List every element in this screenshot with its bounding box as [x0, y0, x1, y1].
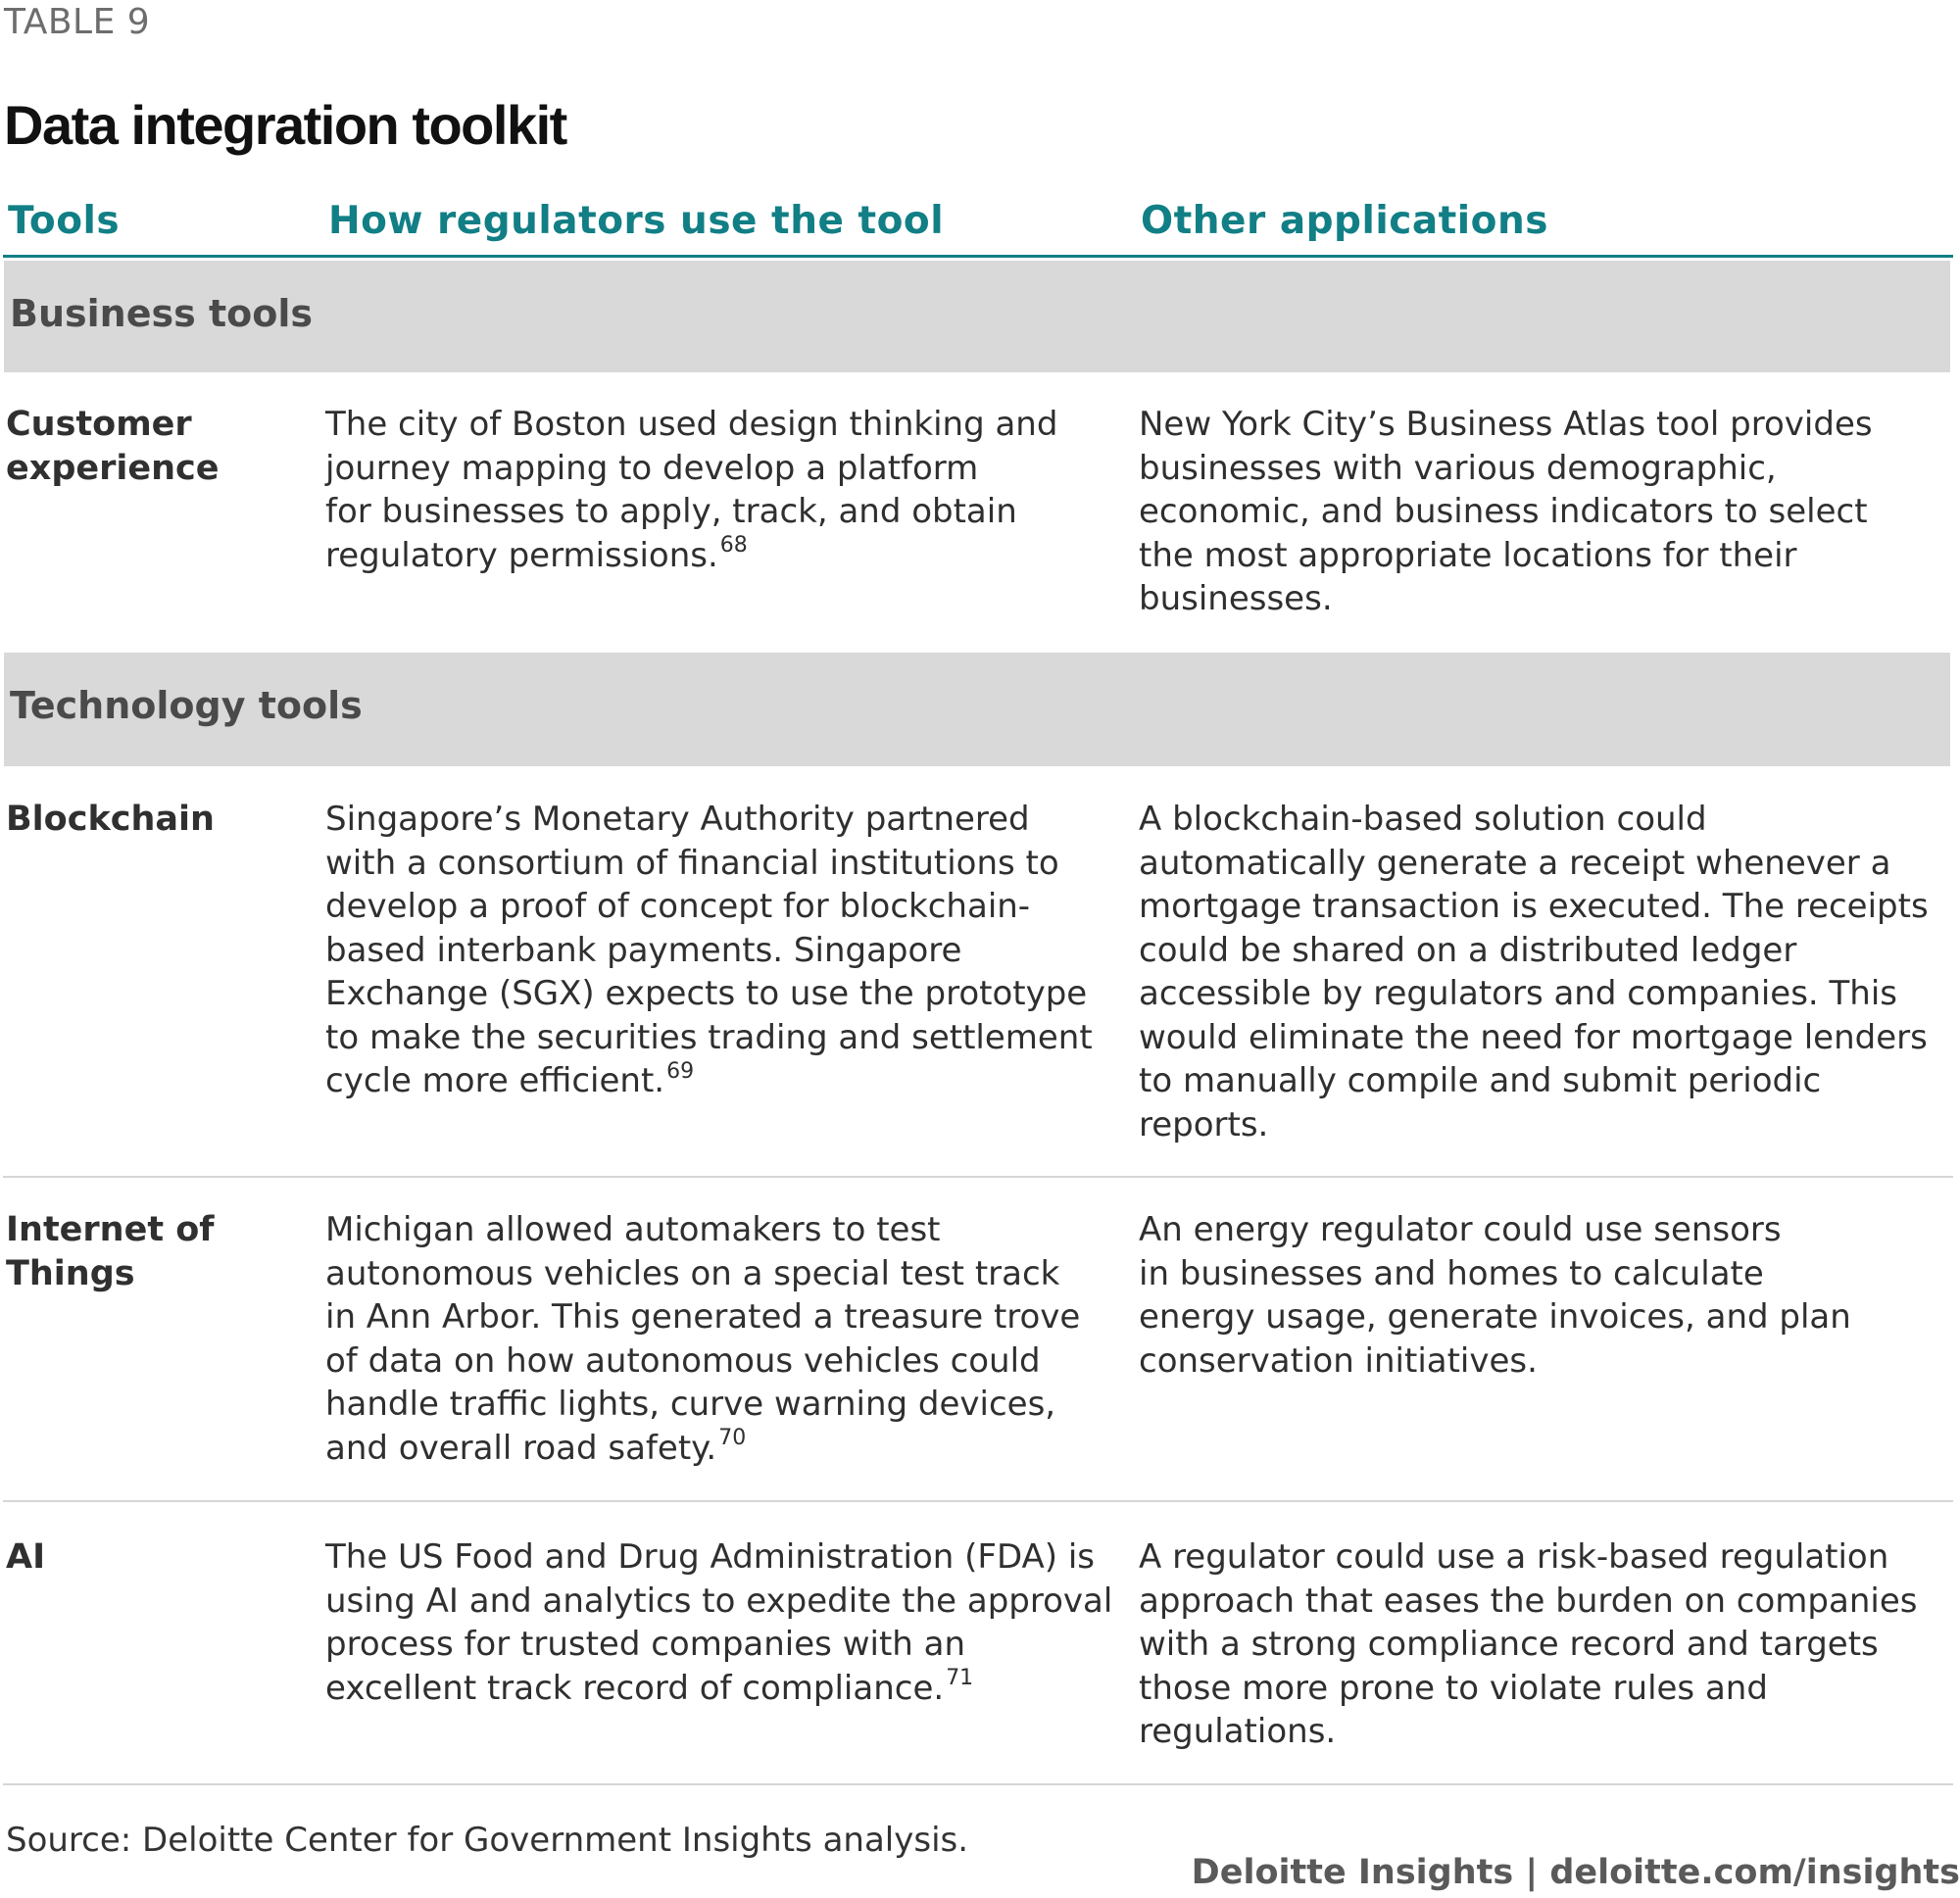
regulator-use-text: The city of Boston used design thinking and journey mapping to develop a platform for businesses to apply, track, and obtain regulatory permissions.$^{68}$: [325, 405, 1058, 575]
footnote-ref: 71: [946, 1666, 974, 1691]
section-band-business-tools: [4, 261, 1950, 372]
tool-name: AI: [6, 1537, 46, 1577]
footnote-ref: 70: [718, 1426, 747, 1451]
publisher-credit: Deloitte Insights | deloitte.com/insights: [1191, 1853, 1960, 1892]
other-applications-text: A regulator could use a risk-based regulation approach that eases the burden on companies with a strong compliance record and targets those more prone to violate rules and regulations.: [1139, 1537, 1918, 1751]
section-band-technology-tools: [4, 653, 1950, 766]
footnote-ref: 69: [666, 1058, 695, 1084]
header-rule: [3, 255, 1953, 258]
row-divider: [3, 1500, 1953, 1502]
column-header-other-applications: Other applications: [1141, 199, 1548, 243]
row-divider: [3, 1176, 1953, 1178]
table-title: Data integration toolkit: [4, 94, 566, 156]
section-title: Technology tools: [10, 684, 363, 727]
column-header-tools: Tools: [8, 199, 121, 243]
tool-name: Internet of Things: [6, 1210, 215, 1293]
regulator-use-text: The US Food and Drug Administration (FDA) is using AI and analytics to expedite the approval process for trusted companies with an excellent track record of compliance.$^{71}$: [325, 1537, 1113, 1708]
section-title: Business tools: [10, 292, 313, 335]
table-bottom-rule: [3, 1783, 1953, 1785]
source-note: Source: Deloitte Center for Government Insights analysis.: [6, 1821, 969, 1860]
other-applications-text: A blockchain-based solution could automatically generate a receipt whenever a mortgage transaction is executed. The receipts could be shared on a distributed ledger accessible by regulators and companies. This would eliminate the need for mortgage lenders to manually compile and submit periodic reports.: [1139, 800, 1929, 1144]
tool-name: Customer experience: [6, 405, 220, 488]
column-header-regulator-use: How regulators use the tool: [328, 199, 945, 243]
other-applications-text: An energy regulator could use sensors in businesses and homes to calculate energy usage, generate invoices, and plan conservation initiatives.: [1139, 1210, 1851, 1381]
footnote-ref: 68: [719, 533, 748, 559]
tool-name: Blockchain: [6, 800, 215, 839]
regulator-use-text: Michigan allowed automakers to test autonomous vehicles on a special test track in Ann Arbor. This generated a treasure trove of data on how autonomous vehicles could handle traffic lights, curve warning devices, and overall road safety.$^{70}$: [325, 1210, 1081, 1468]
table-label: TABLE 9: [4, 2, 151, 42]
regulator-use-text: Singapore’s Monetary Authority partnered with a consortium of financial institutions to develop a proof of concept for blockchain- based interbank payments. Singapore Exchange (SGX) expects to use the prototype to make the securities trading and settlement cycle more efficient.$^{69}$: [325, 800, 1093, 1100]
other-applications-text: New York City’s Business Atlas tool provides businesses with various demographic, economic, and business indicators to select the most appropriate locations for their businesses.: [1139, 405, 1873, 618]
